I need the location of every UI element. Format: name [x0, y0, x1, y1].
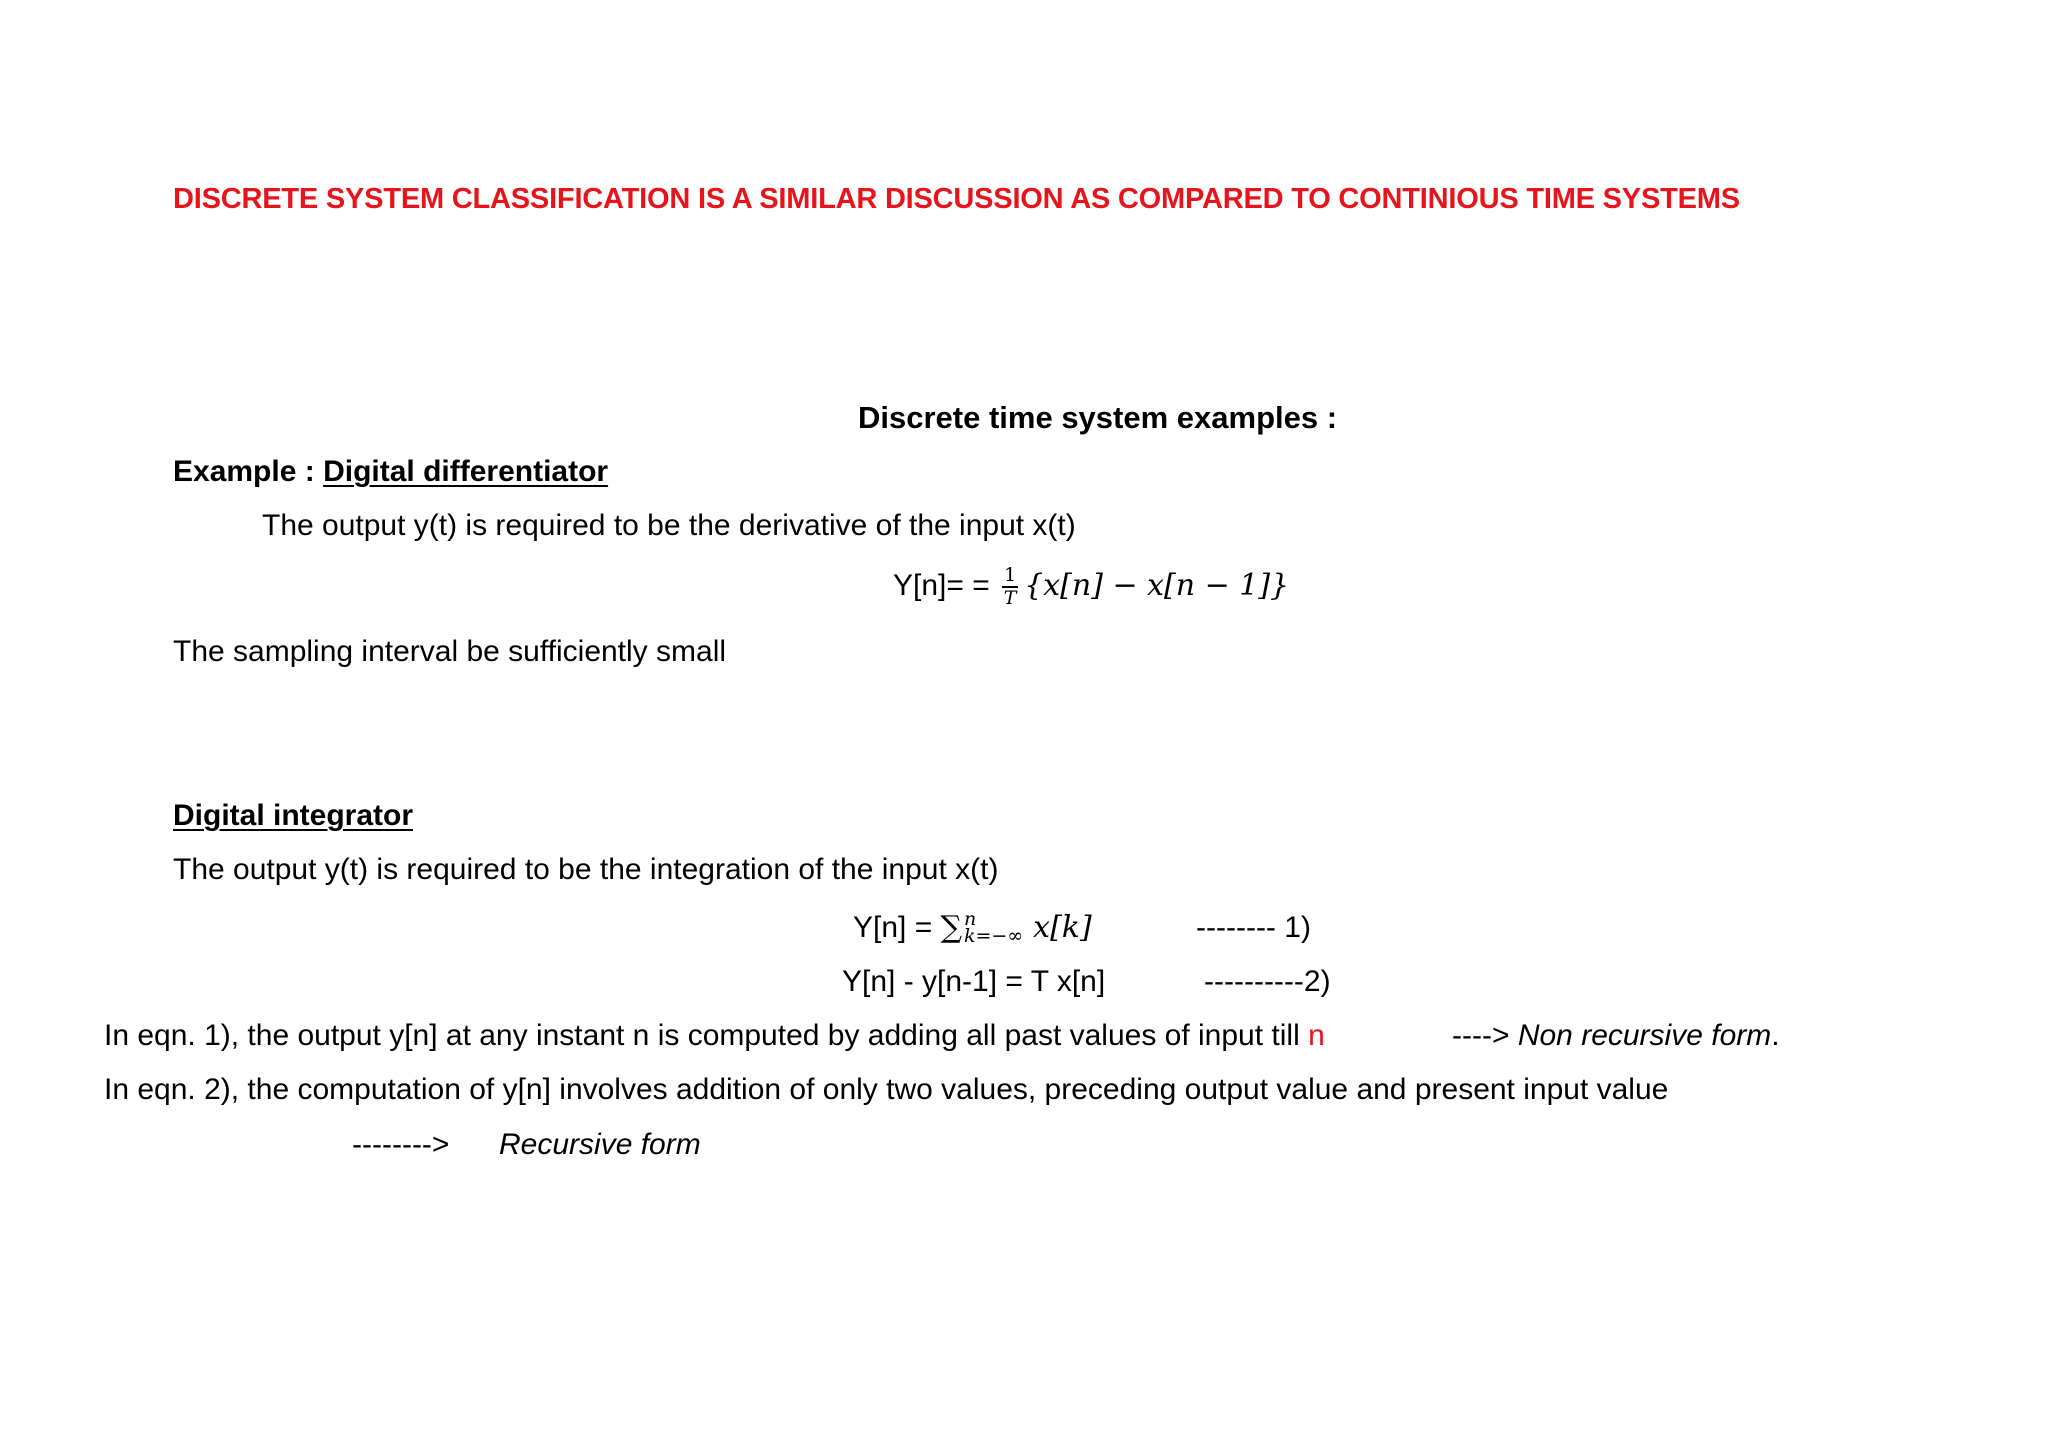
differentiator-title: Digital differentiator: [323, 455, 609, 488]
integrator-equation-1: [853, 908, 1092, 948]
eq1-lhs: Y[n] =: [853, 911, 941, 944]
integrator-description: The output y(t) is required to be the integration of the input x(t): [173, 853, 999, 886]
explanation-line-1: [104, 1018, 1325, 1054]
non-recursive-form: Non recursive form: [1517, 1019, 1772, 1052]
eq1-tag: -------- 1): [1196, 911, 1311, 944]
differentiator-heading: [173, 454, 608, 490]
summation-limits: [963, 908, 1024, 947]
fraction-denominator: T: [1003, 587, 1017, 610]
examples-title: Discrete time system examples :: [858, 400, 1338, 435]
eq-rhs: {x[n] − x[n − 1]}: [1024, 568, 1290, 603]
fraction: [1002, 566, 1018, 608]
line1-arrow: ---->: [1452, 1019, 1510, 1052]
non-recursive-label: [1452, 1018, 1780, 1054]
explanation-line-2: In eqn. 2), the computation of y[n] involves addition of only two values, preceding output value and present input value: [104, 1073, 1669, 1106]
example-label: Example :: [173, 455, 324, 488]
sigma-symbol: ∑: [940, 910, 962, 945]
differentiator-equation: [893, 566, 1289, 608]
summation-term: x[k]: [1033, 910, 1092, 945]
fraction-numerator: 1: [1004, 564, 1017, 587]
line1-period: .: [1771, 1019, 1780, 1052]
page-heading: DISCRETE SYSTEM CLASSIFICATION IS A SIMILAR DISCUSSION AS COMPARED TO CONTINIOUS TIME SYSTEMS: [173, 183, 1740, 215]
differentiator-description: The output y(t) is required to be the derivative of the input x(t): [262, 509, 1076, 542]
summation-upper: n: [963, 908, 977, 930]
summation: [941, 908, 1034, 948]
line1-n: n: [1308, 1019, 1325, 1052]
eq-lhs: Y[n]= =: [893, 569, 999, 602]
line1-text: In eqn. 1), the output y[n] at any instant n is computed by adding all past values of input till: [104, 1019, 1309, 1052]
integrator-equation-2: Y[n] - y[n-1] = T x[n]: [842, 965, 1106, 998]
integrator-title: Digital integrator: [173, 799, 414, 832]
eq2-tag: ----------2): [1204, 965, 1331, 998]
summation-lower: k=−∞: [963, 925, 1024, 947]
recursive-form: Recursive form: [499, 1128, 701, 1161]
sampling-note: The sampling interval be sufficiently small: [173, 635, 727, 668]
recursive-arrow: -------->: [352, 1128, 450, 1161]
